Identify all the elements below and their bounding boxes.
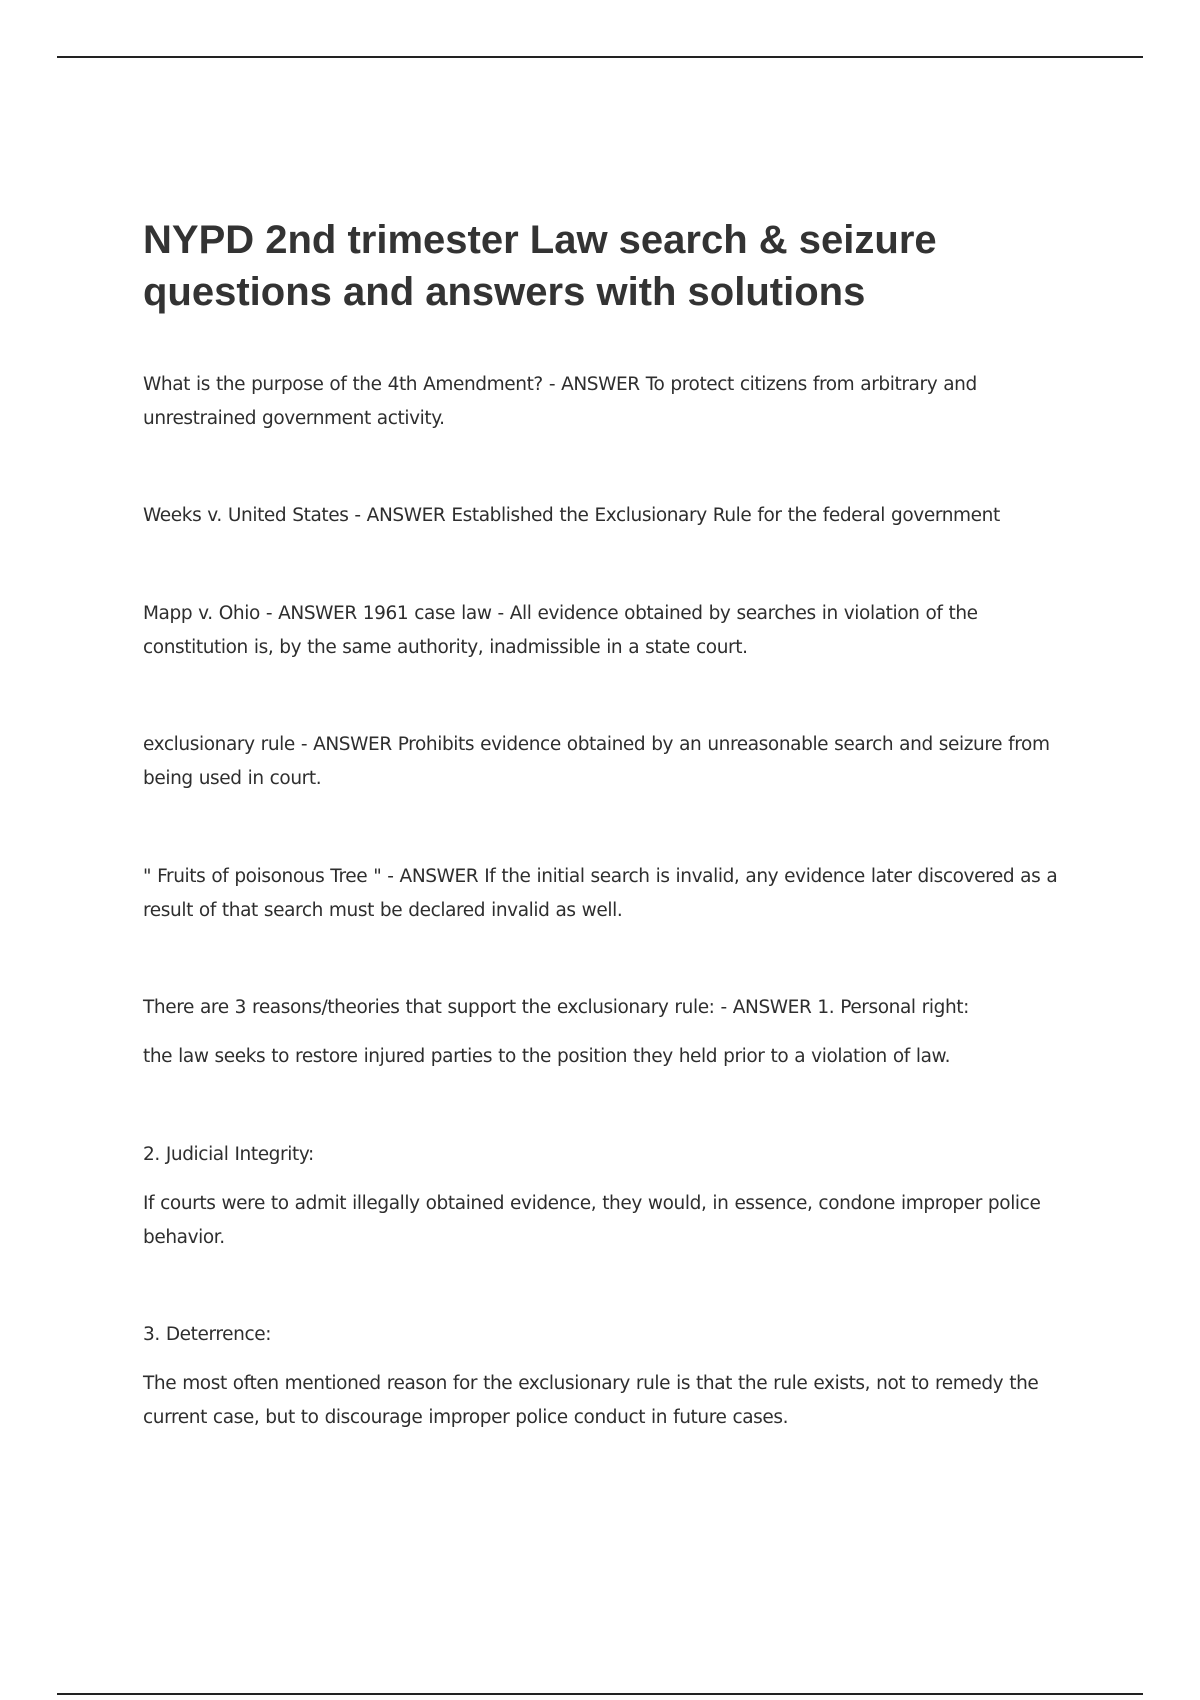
qa-judicial-integrity-heading: 2. Judicial Integrity: (143, 1144, 314, 1165)
footer-rule (57, 1693, 1143, 1695)
qa-deterrence-explanation: The most often mentioned reason for the exclusionary rule is that the rule exists, not to remedy the current case, but to discourage improper police conduct in future cases. (143, 1373, 1039, 1428)
document-title: NYPD 2nd trimester Law search & seizure questions and answers with solutions (143, 218, 937, 314)
qa-deterrence-heading: 3. Deterrence: (143, 1324, 272, 1345)
qa-mapp-v-ohio: Mapp v. Ohio - ANSWER 1961 case law - All evidence obtained by searches in violation of the constitution is, by the same authority, inadmissible in a state court. (143, 603, 978, 658)
qa-personal-right-explanation: the law seeks to restore injured parties to the position they held prior to a violation of law. (143, 1046, 951, 1067)
qa-judicial-integrity-explanation: If courts were to admit illegally obtained evidence, they would, in essence, condone improper police behavior. (143, 1193, 1041, 1248)
qa-exclusionary-rule: exclusionary rule - ANSWER Prohibits evidence obtained by an unreasonable search and seizure from being used in court. (143, 734, 1050, 789)
qa-fruits-of-poisonous-tree: " Fruits of poisonous Tree " - ANSWER If the initial search is invalid, any evidence later discovered as a result of that search must be declared invalid as well. (143, 866, 1058, 921)
qa-fourth-amendment: What is the purpose of the 4th Amendment? - ANSWER To protect citizens from arbitrary and unrestrained government activity. (143, 374, 977, 429)
header-rule (57, 56, 1143, 58)
qa-three-reasons: There are 3 reasons/theories that support the exclusionary rule: - ANSWER 1. Personal right: (143, 997, 969, 1018)
qa-weeks-v-united-states: Weeks v. United States - ANSWER Established the Exclusionary Rule for the federal government (143, 505, 1000, 526)
